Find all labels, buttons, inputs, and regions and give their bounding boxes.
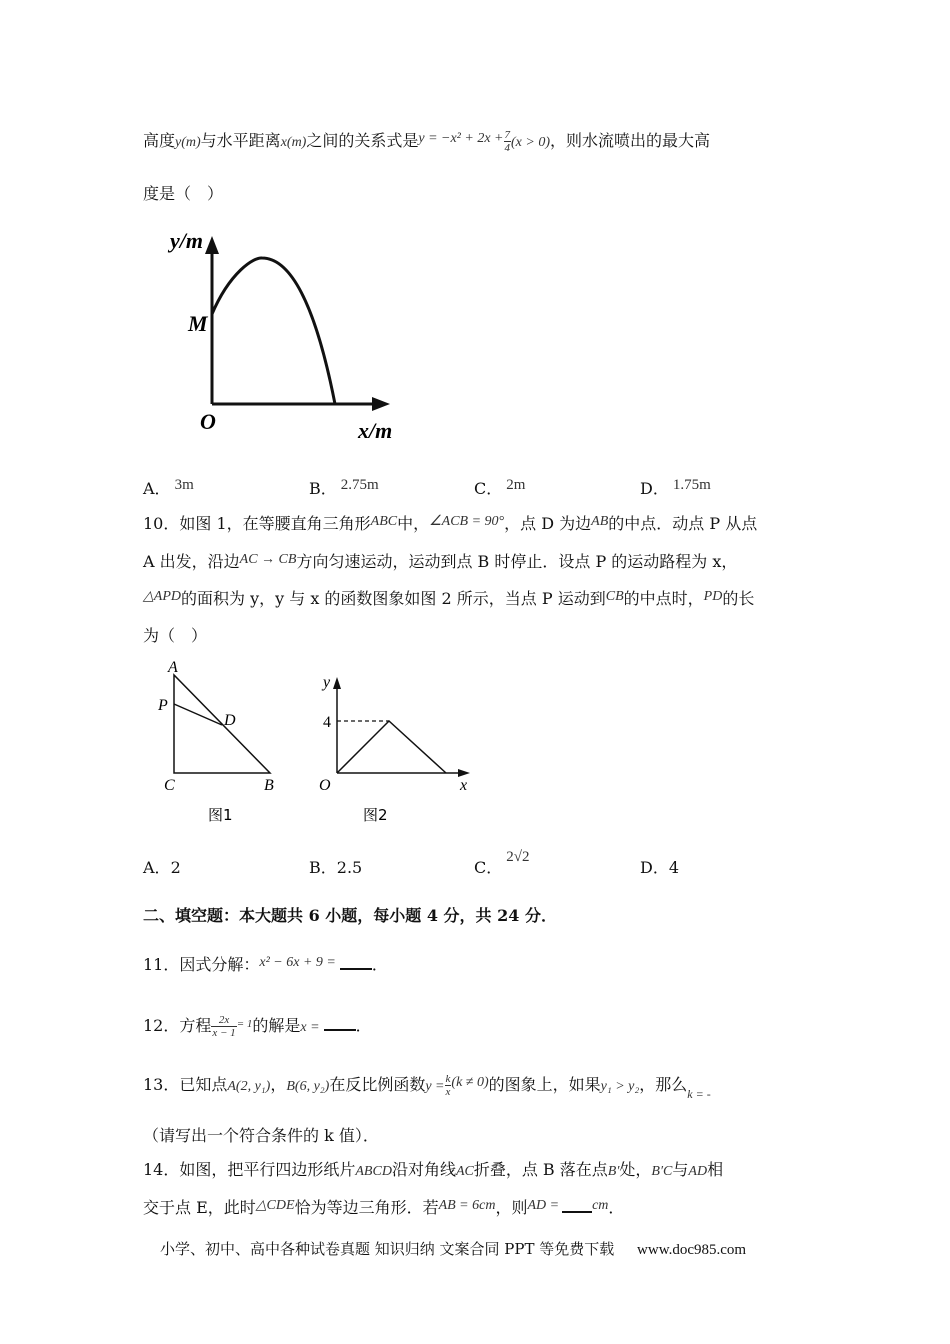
q10-line4: 为（ ） xyxy=(143,626,208,645)
q9-option-letter: C． xyxy=(474,479,503,498)
q14-text: 与 xyxy=(672,1160,689,1179)
q9-graph xyxy=(150,222,410,447)
fig1-label-c: C xyxy=(164,777,175,794)
q10-angle: ∠ACB = 90° xyxy=(429,514,505,529)
q13-line1 xyxy=(143,1072,711,1101)
footer-url[interactable]: www.doc985.com xyxy=(637,1242,747,1258)
q12-frac-num: 2x xyxy=(211,1014,236,1027)
q9-y-label: y/m xyxy=(170,228,203,253)
q10-line3 xyxy=(143,586,754,609)
fig1-label-b: B xyxy=(264,777,274,794)
q12-label: 12．方程 xyxy=(143,1016,212,1035)
q12-fraction xyxy=(211,1014,236,1039)
q10-option-letter: B． xyxy=(309,858,337,877)
q10-text: ，点 D 为边 xyxy=(504,514,592,533)
q10-text: 的面积为 y，y 与 x 的函数图象如图 2 所示，当点 P 运动到 xyxy=(180,589,606,608)
q9-unit-x: (m) xyxy=(286,135,307,150)
q9-y-var: y xyxy=(175,135,182,150)
q10-option-letter: C． xyxy=(474,858,503,877)
q13-frac-num: k xyxy=(445,1073,451,1085)
q13-frac-den: x xyxy=(445,1086,451,1098)
q9-option-value: 1.75m xyxy=(672,477,711,493)
q13-text: 在反比例函数 xyxy=(329,1075,426,1094)
q10-pd: PD xyxy=(703,589,723,604)
q14-text: 交于点 E，此时 xyxy=(143,1198,256,1217)
fig1-label-p: P xyxy=(158,697,168,714)
q12-frac-den: x − 1 xyxy=(212,1027,236,1039)
q10-option-value: 4 xyxy=(668,858,680,877)
fig1-segment-pd xyxy=(174,704,222,725)
q13-text: ，那么 xyxy=(639,1075,688,1094)
q10-option-c[interactable] xyxy=(474,849,530,878)
fig2-label-y: y xyxy=(323,674,331,691)
q10-abc: ABC xyxy=(370,514,398,529)
footer-text: 小学、初中、高中各种试卷真题 知识归纳 文案合同 PPT 等免费下载 xyxy=(160,1240,615,1258)
q9-formula-lhs: y = −x² + 2x + xyxy=(418,131,504,146)
q10-text: 10．如图 1，在等腰直角三角形 xyxy=(143,514,371,533)
q10-option-letter: A． xyxy=(143,858,171,877)
q14-unit: cm xyxy=(592,1198,609,1213)
q9-x-arrow xyxy=(372,397,390,411)
q11 xyxy=(143,952,388,975)
q13-func-lhs: y = xyxy=(425,1079,445,1094)
q9-option-letter: B． xyxy=(309,479,337,498)
q10-option-letter: D． xyxy=(640,858,669,877)
q9-formula-cond: (x > 0) xyxy=(511,135,550,150)
fig1-label-d: D xyxy=(224,712,236,729)
q10-text: A 出发，沿边 xyxy=(143,552,240,571)
q9-option-value: 2.75m xyxy=(340,477,379,493)
q13-line2: （请写出一个符合条件的 k 值）． xyxy=(143,1126,379,1145)
q14-ad-eq: AD = xyxy=(527,1198,560,1213)
q12-frac-rhs: = 1 xyxy=(236,1018,253,1030)
q13-point-b: B(6, y₂) xyxy=(286,1079,330,1094)
section-heading: 二、填空题：本大题共 6 小题，每小题 4 分，共 24 分． xyxy=(143,906,557,925)
q14-cde: △CDE xyxy=(255,1198,295,1213)
fig2-caption: 图2 xyxy=(363,806,388,824)
q11-label: 11．因式分解： xyxy=(143,955,260,974)
fig2-x-arrow xyxy=(458,769,470,777)
q9-text-d: ，则水流喷出的最大高 xyxy=(550,131,711,150)
q9-frac-num: 7 xyxy=(504,129,510,141)
q10-text: 的中点时， xyxy=(623,589,704,608)
q14-text: 恰为等边三角形．若 xyxy=(294,1198,439,1217)
q9-option-letter: D． xyxy=(640,479,669,498)
q12-expr: x = xyxy=(300,1020,320,1035)
q13-k-answer[interactable]: k = - xyxy=(687,1087,711,1101)
q9-unit-y: (m) xyxy=(181,135,201,150)
q14-ab6: AB = 6cm xyxy=(438,1198,496,1213)
q9-option-a[interactable] xyxy=(143,476,194,499)
fig2-label-o: O xyxy=(319,777,331,794)
q10-text: 的中点．动点 P 从点 xyxy=(608,514,758,533)
q12-text: 的解是 xyxy=(252,1016,301,1035)
q13-ineq: y₁ > y₂ xyxy=(600,1079,640,1094)
footer xyxy=(160,1238,746,1259)
q13-text: 13．已知点 xyxy=(143,1075,228,1094)
q12-end: ． xyxy=(355,1016,372,1035)
q14-bprime: B′ xyxy=(607,1164,620,1179)
q14-text: 折叠，点 B 落在点 xyxy=(473,1160,608,1179)
q9-option-value: 2m xyxy=(506,477,526,493)
q10-figure2 xyxy=(305,665,480,830)
q14-bprime-c: B′C xyxy=(651,1164,673,1179)
q14-text: ，则 xyxy=(495,1198,528,1217)
q10-text: 中， xyxy=(397,514,430,533)
q9-text-a: 高度 xyxy=(143,131,176,150)
q9-x-var: x xyxy=(280,135,287,150)
fig1-label-a: A xyxy=(168,659,178,676)
q14-answer-blank[interactable] xyxy=(562,1197,592,1213)
q9-option-value: 3m xyxy=(174,477,194,493)
q10-option-value: 2√2 xyxy=(506,849,530,865)
q9-o-label: O xyxy=(200,409,216,434)
q9-frac-den: 4 xyxy=(504,142,510,154)
q9-option-b[interactable] xyxy=(309,476,379,499)
q10-path: AC → CB xyxy=(239,552,297,567)
q10-text: 方向匀速运动，运动到点 B 时停止．设点 P 的运动路程为 x， xyxy=(296,552,738,571)
q13-func-cond: (k ≠ 0) xyxy=(451,1075,489,1090)
q11-answer-blank[interactable] xyxy=(340,954,372,970)
q9-line1 xyxy=(143,128,710,154)
q14-line2 xyxy=(143,1195,624,1218)
q10-ab: AB xyxy=(591,514,609,529)
q12-answer-blank[interactable] xyxy=(324,1015,356,1031)
fig2-label-4: 4 xyxy=(323,714,331,731)
q14-text: 沿对角线 xyxy=(391,1160,456,1179)
q10-text: 的长 xyxy=(722,589,755,608)
q13-text: 的图象上，如果 xyxy=(488,1075,601,1094)
q9-text-c: 之间的关系式是 xyxy=(306,131,419,150)
q14-text: 处， xyxy=(619,1160,652,1179)
q14-text: 14．如图，把平行四边形纸片 xyxy=(143,1160,356,1179)
q9-x-label: x/m xyxy=(358,418,393,443)
fig2-graph xyxy=(337,721,446,773)
q9-line2: 度是（ ） xyxy=(143,184,224,203)
q9-fraction xyxy=(504,129,512,154)
q9-text-b: 与水平距离 xyxy=(200,131,281,150)
q10-line2 xyxy=(143,549,737,572)
q9-y-arrow xyxy=(205,236,219,254)
q14-ad: AD xyxy=(688,1164,708,1179)
q9-m-label: M xyxy=(188,311,208,336)
q14-text: 相 xyxy=(707,1160,724,1179)
fig1-triangle xyxy=(174,675,270,773)
q9-option-d[interactable] xyxy=(640,476,711,499)
q14-line1 xyxy=(143,1157,723,1180)
q10-option-value: 2 xyxy=(170,858,181,877)
q14-end: ． xyxy=(608,1198,625,1217)
fig2-label-x: x xyxy=(460,777,468,794)
q10-option-value: 2.5 xyxy=(336,858,363,877)
q10-apd: △APD xyxy=(143,589,181,604)
q11-expr: x² − 6x + 9 = xyxy=(259,955,336,970)
fig1-caption: 图1 xyxy=(208,806,233,824)
q9-parabola xyxy=(212,258,335,404)
q10-option-b[interactable] xyxy=(309,855,362,878)
q10-option-d[interactable] xyxy=(640,855,679,878)
q13-point-a: A(2, y₁) xyxy=(227,1079,271,1094)
q10-cb: CB xyxy=(605,589,624,604)
q10-line1 xyxy=(143,511,757,534)
q10-option-a[interactable] xyxy=(143,855,181,878)
q9-option-letter: A． xyxy=(143,479,171,498)
q12 xyxy=(143,1013,372,1039)
fig2-y-arrow xyxy=(333,677,341,689)
q11-end: ． xyxy=(371,955,388,974)
q14-abcd: ABCD xyxy=(355,1164,392,1179)
q9-option-c[interactable] xyxy=(474,476,525,499)
q13-sep: ， xyxy=(270,1075,287,1094)
q10-figure1 xyxy=(150,655,290,830)
q14-ac: AC xyxy=(455,1164,474,1179)
